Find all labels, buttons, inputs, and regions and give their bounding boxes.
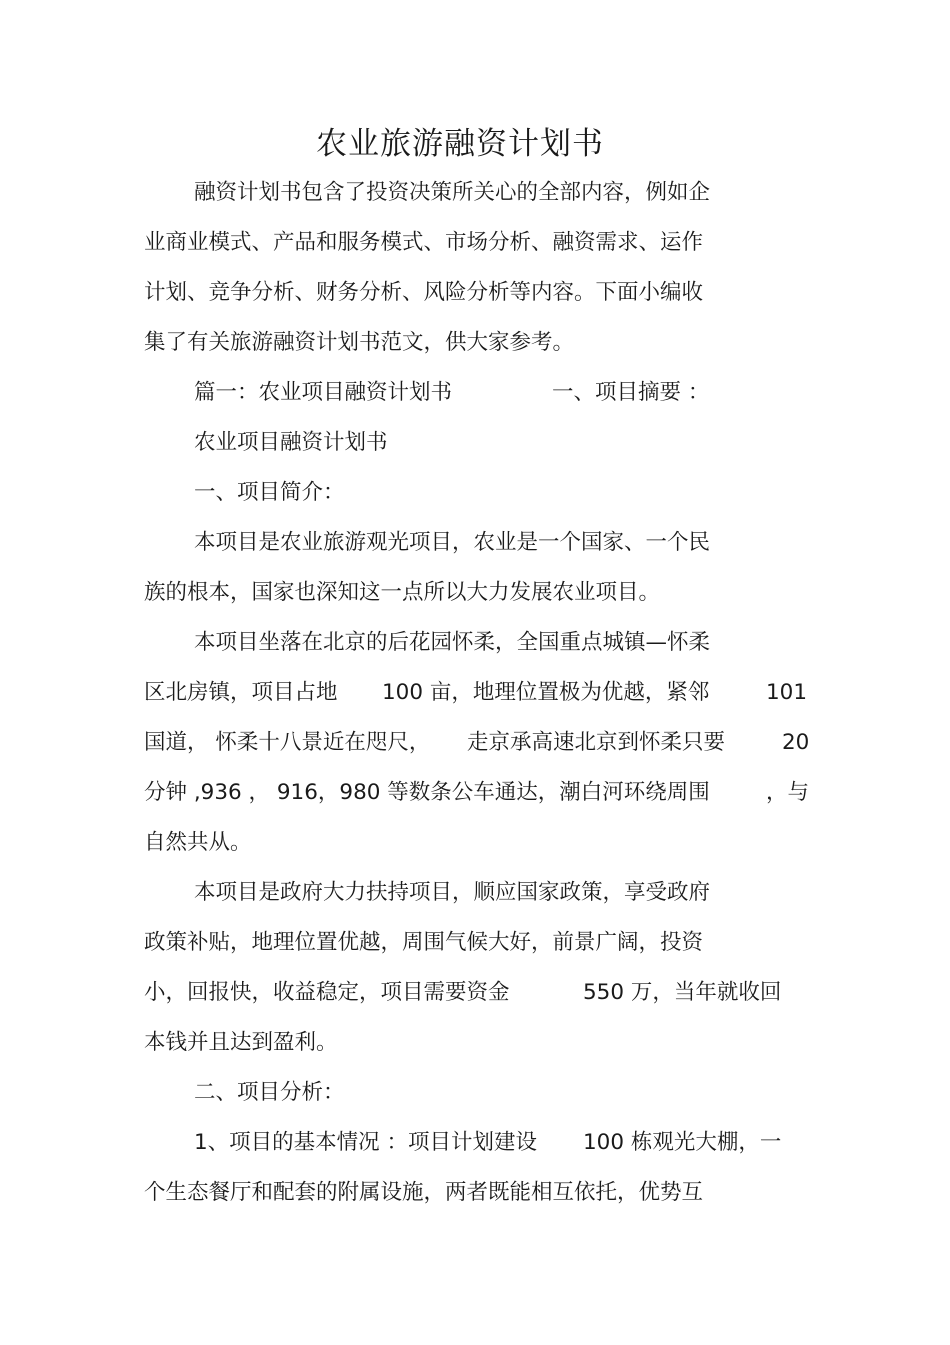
paragraph-line: 101	[766, 680, 808, 705]
paragraph-line: 本项目是政府大力扶持项目，顺应国家政策，享受政府	[194, 880, 711, 905]
paragraph-line: 100 栋观光大棚，一	[583, 1130, 782, 1155]
section-heading: 篇一：农业项目融资计划书	[194, 380, 453, 405]
paragraph-line: 小，回报快，收益稳定，项目需要资金	[144, 980, 510, 1005]
paragraph-line: 区北房镇，项目占地	[144, 680, 338, 705]
paragraph-line: 政策补贴，地理位置优越，周围气候大好，前景广阔，投资	[144, 930, 704, 955]
paragraph-line: 本项目坐落在北京的后花园怀柔，全国重点城镇—怀柔	[194, 630, 711, 655]
paragraph-line: 分钟 ,936 ， 916，980 等数条公车通达，潮白河环绕周围	[144, 780, 710, 805]
paragraph-line: 100 亩，地理位置极为优越，紧邻	[382, 680, 710, 705]
section-heading: 一、项目摘要 ：	[552, 380, 710, 405]
paragraph-line: 融资计划书包含了投资决策所关心的全部内容，例如企	[194, 180, 711, 205]
paragraph-line: 本项目是农业旅游观光项目，农业是一个国家、一个民	[194, 530, 711, 555]
paragraph-line: 走京承高速北京到怀柔只要	[467, 730, 726, 755]
paragraph-line: ，与	[766, 780, 810, 805]
paragraph-line: 族的根本，国家也深知这一点所以大力发展农业项目。	[144, 580, 661, 605]
subheading: 农业项目融资计划书	[194, 430, 388, 455]
paragraph-line: 20	[782, 730, 810, 755]
subheading: 一、项目简介：	[194, 480, 345, 505]
paragraph-line: 集了有关旅游融资计划书范文，供大家参考。	[144, 330, 575, 355]
paragraph-line: 自然共从。	[144, 830, 252, 855]
paragraph-line: 1、项目的基本情况 ：项目计划建设	[194, 1130, 538, 1155]
paragraph-line: 计划、竞争分析、财务分析、风险分析等内容。下面小编收	[144, 280, 704, 305]
paragraph-line: 个生态餐厅和配套的附属设施，两者既能相互依托，优势互	[144, 1180, 704, 1205]
paragraph-line: 业商业模式、产品和服务模式、市场分析、融资需求、运作	[144, 230, 704, 255]
paragraph-line: 550 万，当年就收回	[583, 980, 782, 1005]
subheading: 二、项目分析：	[194, 1080, 345, 1105]
paragraph-line: 本钱并且达到盈利。	[144, 1030, 338, 1055]
document-title: 农业旅游融资计划书	[316, 126, 604, 162]
paragraph-line: 国道， 怀柔十八景近在咫尺，	[144, 730, 431, 755]
